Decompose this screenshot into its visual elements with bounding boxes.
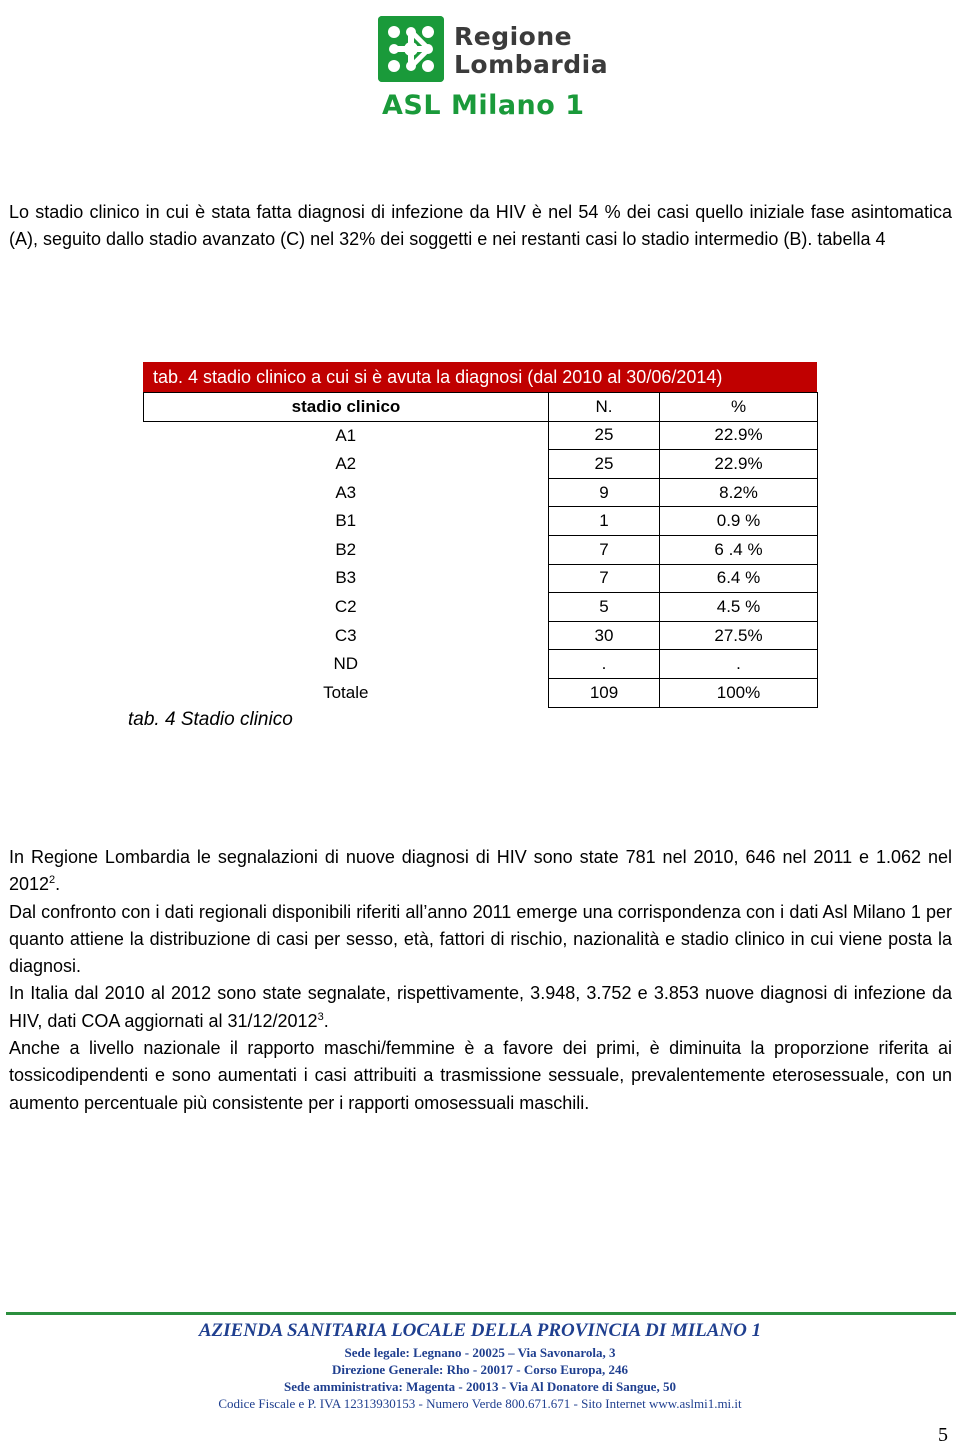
table-row [144, 421, 818, 450]
cell-count: 7 [549, 564, 660, 593]
table-row [144, 507, 818, 536]
header-percent: % [660, 393, 818, 422]
cell-stage: A2 [144, 450, 549, 479]
header-count: N. [549, 393, 660, 422]
logo-text-lombardia: Lombardia [454, 50, 609, 79]
cell-percent: 8.2% [660, 478, 818, 507]
cell-stage: B3 [144, 564, 549, 593]
regione-lombardia-emblem-icon [378, 16, 444, 82]
cell-percent: 6.4 % [660, 564, 818, 593]
paragraph-italy: In Italia dal 2010 al 2012 sono state segnalate, rispettivamente, 3.948, 3.752 e 3.853 nuove diagnosi di infezione da HIV, dati COA aggiornati al 31/12/2012$^3$. [9, 983, 952, 1031]
footer-line: Sede legale: Legnano - 20025 – Via Savonarola, 3 [344, 1345, 616, 1360]
footnote-ref: 2 [49, 874, 56, 887]
paragraph-comparison: Dal confronto con i dati regionali disponibili riferiti all’anno 2011 emerge una corrispondenza con i dati Asl Milano 1 per quanto attiene la distribuzione di casi per sesso, età, fattori di rischio, nazionalità e stadio clinico in cui viene posta la diagnosi. [9, 901, 952, 977]
cell-percent: 22.9% [660, 450, 818, 479]
regione-lombardia-logo [378, 16, 609, 126]
paragraph-regional-diagnoses: In Regione Lombardia le segnalazioni di nuove diagnosi di HIV sono state 781 nel 2010, 646 nel 2011 e 1.062 nel 2012$^2$. [9, 847, 952, 895]
cell-count: 30 [549, 621, 660, 650]
paragraph-national-trends: Anche a livello nazionale il rapporto maschi/femmine è a favore dei primi, è diminuita la proporzione riferita ai tossicodipendenti e sono aumentati i casi attribuiti a trasmissione sessuale, prevalentemente eterosessuale, con un aumento percentuale più consistente per i rapporti omosessuali maschili. [9, 1038, 952, 1113]
table-row-total [144, 678, 818, 707]
header-stage: stadio clinico [144, 393, 549, 422]
footer-line: Direzione Generale: Rho - 20017 - Corso Europa, 246 [332, 1362, 628, 1377]
cell-stage: A3 [144, 478, 549, 507]
cell-count: 7 [549, 535, 660, 564]
body-text [9, 844, 952, 1117]
cell-percent: 4.5 % [660, 593, 818, 622]
footer-line: Codice Fiscale e P. IVA 12313930153 - Numero Verde 800.671.671 - Sito Internet www.aslmi1.mi.it [218, 1396, 742, 1411]
footnote-ref: 3 [317, 1010, 324, 1023]
cell-stage: A1 [144, 421, 549, 450]
cell-percent: 100% [660, 678, 818, 707]
logo-text-regione: Regione [454, 22, 573, 51]
footer-divider [6, 1312, 956, 1315]
logo-text-asl: ASL Milano 1 [382, 90, 585, 121]
table-row [144, 450, 818, 479]
cell-count: 1 [549, 507, 660, 536]
cell-stage: ND [144, 650, 549, 679]
cell-percent: 0.9 % [660, 507, 818, 536]
cell-count: . [549, 650, 660, 679]
clinical-stage-table [143, 392, 818, 708]
cell-percent: 27.5% [660, 621, 818, 650]
cell-stage: Totale [144, 678, 549, 707]
cell-percent: 22.9% [660, 421, 818, 450]
footer-title: AZIENDA SANITARIA LOCALE DELLA PROVINCIA DI MILANO 1 [198, 1320, 762, 1341]
cell-stage: B1 [144, 507, 549, 536]
cell-count: 5 [549, 593, 660, 622]
page-number: 5 [938, 1424, 948, 1446]
table-row [144, 593, 818, 622]
footer [0, 1318, 960, 1412]
cell-count: 25 [549, 421, 660, 450]
intro-paragraph: Lo stadio clinico in cui è stata fatta diagnosi di infezione da HIV è nel 54 % dei casi quello iniziale fase asintomatica (A), seguito dallo stadio avanzato (C) nel 32% dei soggetti e nei restanti casi lo stadio intermedio (B). tabella 4 [9, 202, 952, 250]
table-caption: tab. 4 Stadio clinico [128, 709, 293, 730]
cell-stage: C2 [144, 593, 549, 622]
table-row [144, 535, 818, 564]
table-row [144, 564, 818, 593]
cell-percent: . [660, 650, 818, 679]
table-row [144, 650, 818, 679]
table-title: tab. 4 stadio clinico a cui si è avuta la diagnosi (dal 2010 al 30/06/2014) [143, 362, 817, 392]
footer-line: Sede amministrativa: Magenta - 20013 - Via Al Donatore di Sangue, 50 [284, 1379, 676, 1394]
cell-stage: C3 [144, 621, 549, 650]
cell-percent: 6 .4 % [660, 535, 818, 564]
cell-stage: B2 [144, 535, 549, 564]
cell-count: 109 [549, 678, 660, 707]
cell-count: 9 [549, 478, 660, 507]
table-header-row [144, 393, 818, 422]
cell-count: 25 [549, 450, 660, 479]
table-row [144, 621, 818, 650]
table-row [144, 478, 818, 507]
